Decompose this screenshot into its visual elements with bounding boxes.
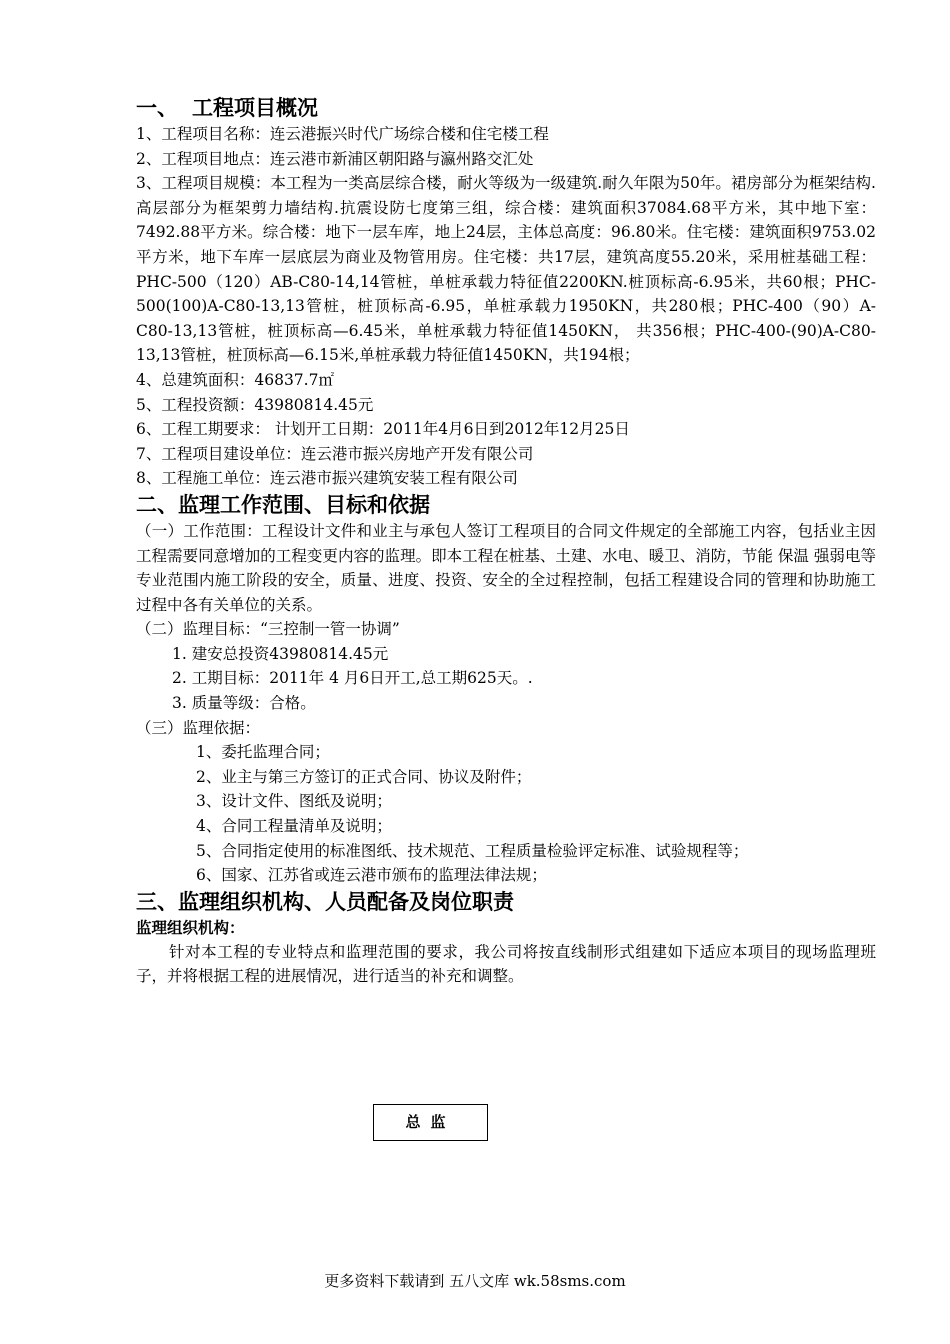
chief-supervisor-box: 总监 [373, 1104, 488, 1141]
owner-unit: 7、工程项目建设单位：连云港市振兴房地产开发有限公司 [136, 444, 534, 463]
target-item: 3. 质量等级：合格。 [172, 694, 316, 713]
schedule: 6、工程工期要求： 计划开工日期：2011年4月6日到2012年12月25日 [136, 420, 630, 439]
org-paragraph: 针对本工程的专业特点和监理范围的要求，我公司将按直线制形式组建如下适应本项目的现场监理班子，并将根据工程的进展情况，进行适当的补充和调整。 [136, 942, 876, 986]
project-scale: 3、工程项目规模：本工程为一类高层综合楼，耐火等级为一级建筑.耐久年限为50年。裙房部分为框架结构.高层部分为框架剪力墙结构.抗震设防七度第三组，综合楼：建筑面积37084.68平方米，其中地下室：7492.88平方米。综合楼：地下一层车库，地上24层，主体总高度：96.80米。住宅楼：建筑面积9753.02平方米，地下车库一层底层为商业及物管用房。住宅楼：共17层，建筑高度55.20米，采用桩基础工程：PHC-500（120）AB-C80-14,14管桩，单桩承载力特征值2200KN.桩顶标高-6.95米，共60根；PHC-500(100)A-C80-13,13管桩，桩顶标高-6.95，单桩承载力1950KN，共280根；PHC-400（90）A-C80-13,13管桩，桩顶标高—6.45米，单桩承载力特征值1450KN， 共356根；PHC-400-(90)A-C80-13,13管桩，桩顶标高—6.15米,单桩承载力特征值1450KN，共194根； [136, 174, 876, 365]
section2-heading: 二、监理工作范围、目标和依据 [136, 492, 430, 517]
target-item: 2. 工期目标：2011年 4 月6日开工,总工期625天。. [172, 669, 533, 688]
project-name: 1、工程项目名称：连云港振兴时代广场综合楼和住宅楼工程 [136, 125, 549, 143]
footer-text: 更多资料下载请到 五八文库 wk.58sms.com [324, 1272, 626, 1290]
basis-item: 6、国家、江苏省或连云港市颁布的监理法律法规； [196, 866, 547, 885]
section1-heading: 一、 工程项目概况 [136, 96, 318, 120]
project-location: 2、工程项目地点：连云港市新浦区朝阳路与瀛州路交汇处 [136, 149, 534, 168]
basis-title: （三）监理依据： [136, 718, 261, 737]
work-scope: （一）工作范围：工程设计文件和业主与承包人签订工程项目的合同文件规定的全部施工内容，包括业主因工程需要同意增加的工程变更内容的监理。即本工程在桩基、土建、水电、暖卫、消防，节能 保温 强弱电等专业范围内施工阶段的安全，质量、进度、投资、安全的全过程控制，包括工程建设合同的管理和协助施工过程中各有关单位的关系。 [136, 521, 876, 614]
section3-heading: 三、监理组织机构、人员配备及岗位职责 [136, 889, 514, 914]
construction-unit: 8、工程施工单位：连云港市振兴建筑安装工程有限公司 [136, 469, 518, 488]
basis-item: 3、设计文件、图纸及说明； [196, 792, 392, 811]
basis-item: 4、合同工程量清单及说明； [196, 817, 392, 836]
basis-item: 1、委托监理合同； [196, 743, 330, 762]
org-subheading: 监理组织机构： [136, 918, 245, 937]
basis-item: 5、合同指定使用的标准图纸、技术规范、工程质量检验评定标准、试验规程等； [196, 841, 749, 860]
target-title: （二）监理目标：“三控制一管一协调” [136, 620, 400, 639]
document-body [136, 94, 876, 989]
total-area: 4、总建筑面积：46837.7㎡ [136, 370, 334, 389]
target-item: 1. 建安总投资43980814.45元 [172, 644, 389, 663]
basis-item: 2、业主与第三方签订的正式合同、协议及附件； [196, 767, 532, 786]
investment: 5、工程投资额：43980814.45元 [136, 395, 374, 414]
